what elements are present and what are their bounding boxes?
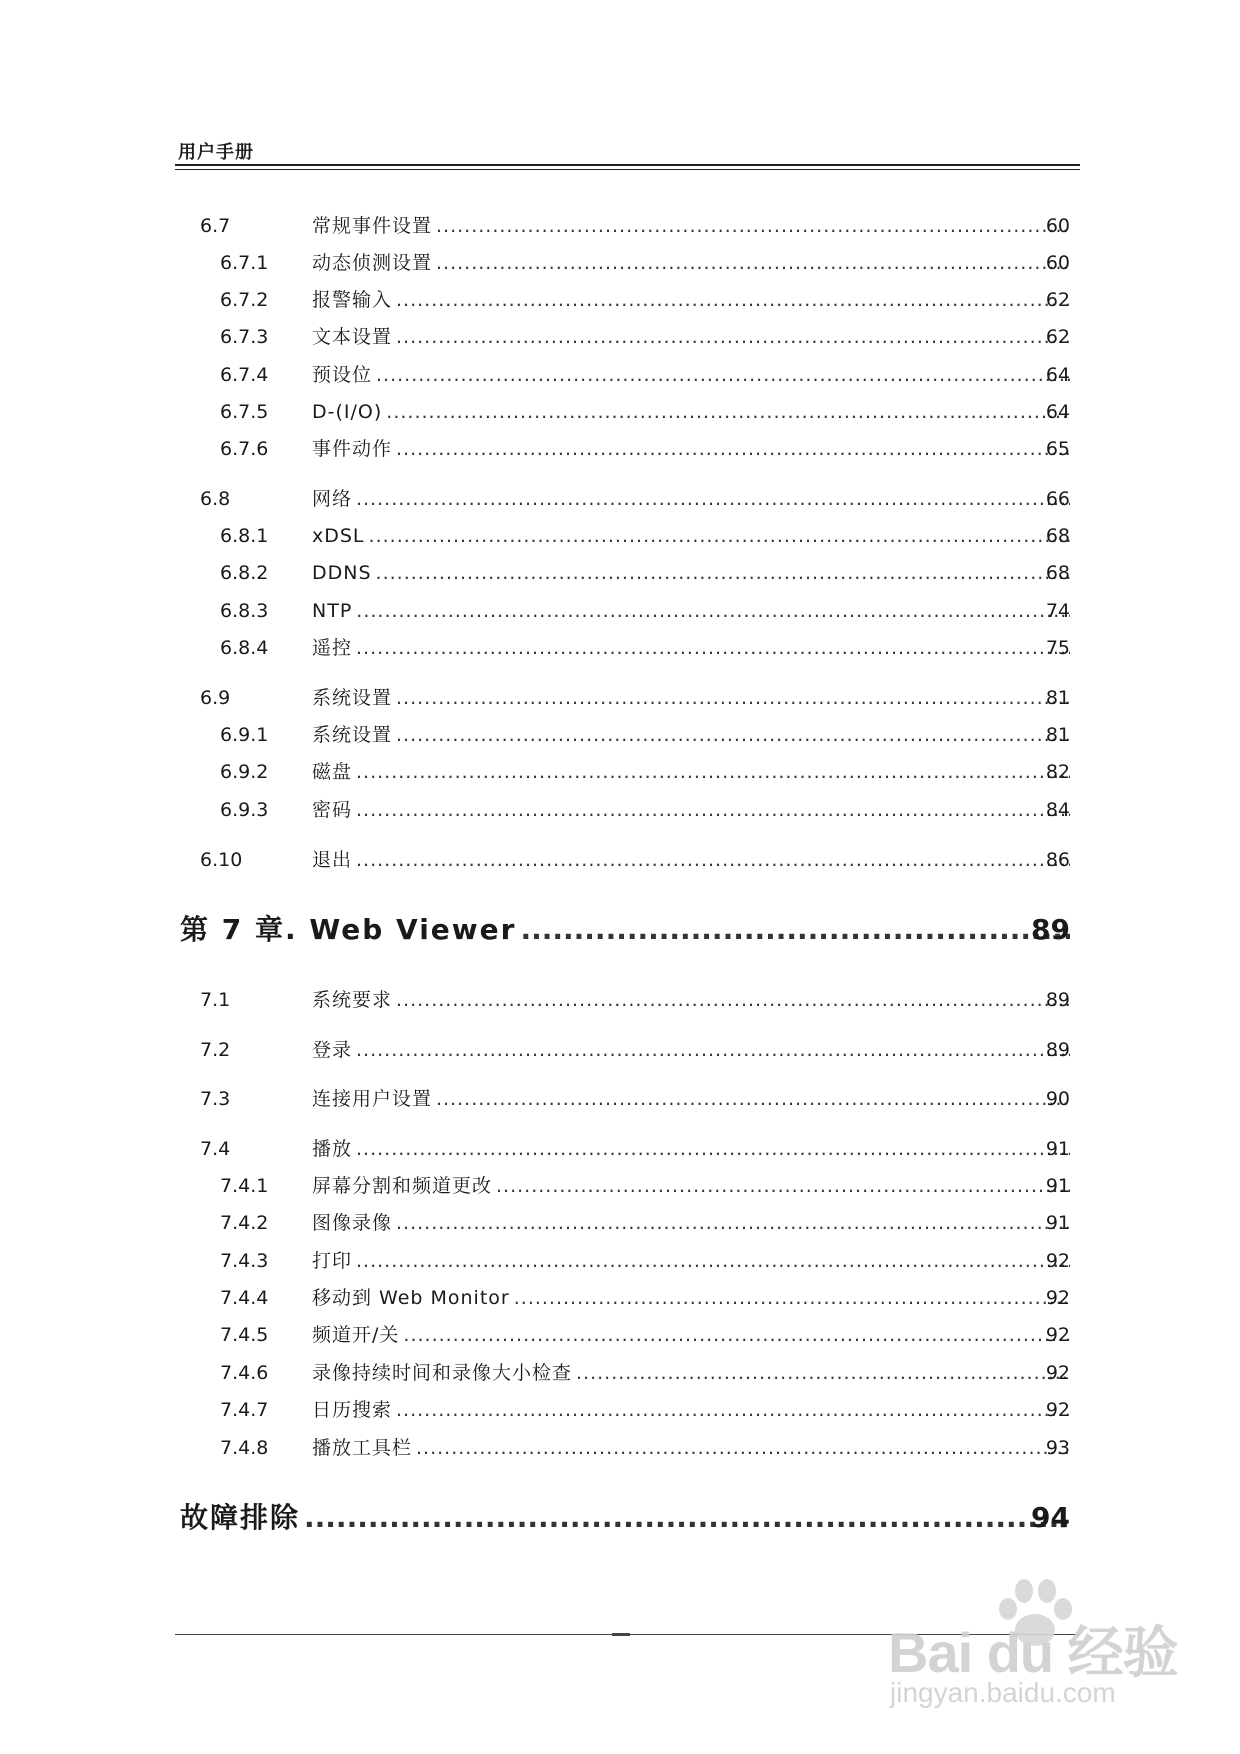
toc-row <box>0 248 1240 278</box>
toc-leader <box>396 720 1070 750</box>
toc-page: 86 <box>1045 849 1070 871</box>
toc-leader <box>496 1171 1070 1201</box>
toc-number: 6.7.2 <box>220 289 269 311</box>
toc-leader <box>376 558 1070 588</box>
toc-leader <box>356 1035 1070 1065</box>
toc-number: 6.8 <box>200 488 231 510</box>
running-header: 用户手册 <box>178 142 254 163</box>
toc-page: 62 <box>1045 289 1070 311</box>
toc-number: 7.4.2 <box>220 1212 269 1234</box>
toc-row <box>0 322 1240 352</box>
toc-page: 60 <box>1045 252 1070 274</box>
toc-row <box>0 397 1240 427</box>
toc-leader <box>356 795 1070 825</box>
toc-page: 89 <box>1031 913 1070 946</box>
toc-row <box>0 1320 1240 1350</box>
toc-title: 系统设置 <box>312 687 393 709</box>
toc-title: 磁盘 <box>312 761 353 783</box>
toc-title: 录像持续时间和录像大小检查 <box>312 1362 573 1384</box>
toc-row <box>0 795 1240 825</box>
toc-page: 92 <box>1045 1250 1070 1272</box>
toc-leader <box>403 1320 1070 1350</box>
toc-page: 81 <box>1045 724 1070 746</box>
toc-title: 移动到 Web Monitor <box>312 1287 510 1309</box>
watermark-logo: Bai du 经验 <box>888 1621 1178 1684</box>
toc-leader <box>356 1134 1070 1164</box>
toc-number: 6.8.1 <box>220 525 269 547</box>
toc-title: xDSL <box>312 525 365 547</box>
toc-page: 92 <box>1045 1399 1070 1421</box>
toc-row <box>0 211 1240 241</box>
toc-title: 登录 <box>312 1039 353 1061</box>
toc-row <box>0 360 1240 390</box>
baidu-watermark <box>880 1575 1180 1715</box>
toc-number: 7.3 <box>200 1088 231 1110</box>
toc-chapter-title: 故障排除 <box>180 1501 301 1534</box>
toc-number: 6.9.2 <box>220 761 269 783</box>
toc-leader <box>396 985 1070 1015</box>
toc-leader <box>369 521 1070 551</box>
toc-title: 播放工具栏 <box>312 1437 413 1459</box>
toc-page: 89 <box>1045 989 1070 1011</box>
toc-title: 报警输入 <box>312 289 393 311</box>
toc-row <box>0 633 1240 663</box>
toc-title: 密码 <box>312 799 353 821</box>
toc-number: 7.4.6 <box>220 1362 269 1384</box>
toc-leader <box>436 1084 1070 1114</box>
toc-page: 92 <box>1045 1287 1070 1309</box>
toc-number: 7.4.4 <box>220 1287 269 1309</box>
toc-row <box>0 1433 1240 1463</box>
toc-leader <box>436 211 1070 241</box>
toc-row <box>0 1134 1240 1164</box>
toc-page: 60 <box>1045 215 1070 237</box>
toc-title: 日历搜索 <box>312 1399 393 1421</box>
toc-number: 6.7 <box>200 215 231 237</box>
toc-title: D-(I/O) <box>312 401 383 423</box>
toc-row <box>0 521 1240 551</box>
toc-page: 90 <box>1045 1088 1070 1110</box>
toc-number: 6.8.2 <box>220 562 269 584</box>
toc-title: 频道开/关 <box>312 1324 400 1346</box>
toc-page: 92 <box>1045 1362 1070 1384</box>
toc-page: 65 <box>1045 438 1070 460</box>
toc-page: 84 <box>1045 799 1070 821</box>
toc-row <box>0 1171 1240 1201</box>
toc-page: 68 <box>1045 562 1070 584</box>
toc-number: 6.7.3 <box>220 326 269 348</box>
toc-chapter-title: 第 7 章. Web Viewer <box>180 913 517 946</box>
toc-row <box>0 683 1240 713</box>
toc-number: 7.4.7 <box>220 1399 269 1421</box>
toc-number: 6.7.5 <box>220 401 269 423</box>
toc-page: 82 <box>1045 761 1070 783</box>
toc-row <box>0 285 1240 315</box>
header-rule <box>175 164 1080 166</box>
toc-title: 遥控 <box>312 637 353 659</box>
toc-page: 81 <box>1045 687 1070 709</box>
toc-leader <box>416 1433 1070 1463</box>
toc-row <box>0 434 1240 464</box>
toc-number: 6.7.4 <box>220 364 269 386</box>
toc-row <box>0 1084 1240 1114</box>
toc-chapter-row <box>0 908 1240 952</box>
toc-page: 92 <box>1045 1324 1070 1346</box>
toc-row <box>0 558 1240 588</box>
toc-page: 64 <box>1045 401 1070 423</box>
toc-chapter-row <box>0 1496 1240 1540</box>
toc-leader <box>356 845 1070 875</box>
toc-leader <box>396 434 1070 464</box>
header-rule-thin <box>175 169 1080 170</box>
toc-leader <box>356 484 1070 514</box>
toc-number: 6.7.1 <box>220 252 269 274</box>
toc-title: 事件动作 <box>312 438 393 460</box>
toc-row <box>0 1035 1240 1065</box>
toc-row <box>0 757 1240 787</box>
toc-number: 7.4.1 <box>220 1175 269 1197</box>
toc-page: 94 <box>1031 1501 1070 1534</box>
toc-number: 6.8.3 <box>220 600 269 622</box>
toc-leader <box>396 1395 1070 1425</box>
toc-title: 图像录像 <box>312 1212 393 1234</box>
toc-number: 7.4.3 <box>220 1250 269 1272</box>
toc-page: 66 <box>1045 488 1070 510</box>
toc-title: 系统设置 <box>312 724 393 746</box>
toc-page: 68 <box>1045 525 1070 547</box>
toc-title: 动态侦测设置 <box>312 252 433 274</box>
footer-mark <box>612 1633 630 1636</box>
toc-title: 连接用户设置 <box>312 1088 433 1110</box>
toc-page: 62 <box>1045 326 1070 348</box>
toc-leader <box>356 1246 1070 1276</box>
toc-leader <box>396 285 1070 315</box>
toc-title: 常规事件设置 <box>312 215 433 237</box>
toc-leader <box>520 908 1070 952</box>
toc-title: 屏幕分割和频道更改 <box>312 1175 493 1197</box>
toc-number: 7.4.8 <box>220 1437 269 1459</box>
toc-row <box>0 1283 1240 1313</box>
toc-title: 退出 <box>312 849 353 871</box>
toc-number: 7.4.5 <box>220 1324 269 1346</box>
toc-title: DDNS <box>312 562 372 584</box>
toc-page: 93 <box>1045 1437 1070 1459</box>
toc-page: 64 <box>1045 364 1070 386</box>
toc-number: 7.1 <box>200 989 231 1011</box>
toc-page: 89 <box>1045 1039 1070 1061</box>
toc-leader <box>386 397 1070 427</box>
toc-leader <box>356 596 1070 626</box>
toc-page: 91 <box>1045 1212 1070 1234</box>
toc-number: 6.10 <box>200 849 243 871</box>
toc-title: 文本设置 <box>312 326 393 348</box>
toc-row <box>0 1358 1240 1388</box>
toc-number: 6.9.3 <box>220 799 269 821</box>
toc-number: 6.8.4 <box>220 637 269 659</box>
toc-leader <box>396 683 1070 713</box>
toc-title: 系统要求 <box>312 989 393 1011</box>
watermark-url: jingyan.baidu.com <box>890 1677 1116 1708</box>
toc-leader <box>436 248 1070 278</box>
toc-number: 6.9.1 <box>220 724 269 746</box>
toc-leader <box>376 360 1070 390</box>
toc-number: 7.4 <box>200 1138 231 1160</box>
toc-title: NTP <box>312 600 353 622</box>
toc-row <box>0 845 1240 875</box>
toc-page: 75 <box>1045 637 1070 659</box>
toc-number: 7.2 <box>200 1039 231 1061</box>
toc-page: 74 <box>1045 600 1070 622</box>
toc-row <box>0 596 1240 626</box>
toc-row <box>0 1208 1240 1238</box>
toc-leader <box>396 322 1070 352</box>
toc-number: 6.9 <box>200 687 231 709</box>
toc-title: 网络 <box>312 488 353 510</box>
toc-row <box>0 720 1240 750</box>
toc-row <box>0 1395 1240 1425</box>
toc-leader <box>576 1358 1070 1388</box>
toc-leader <box>304 1496 1070 1540</box>
toc-title: 预设位 <box>312 364 373 386</box>
toc-leader <box>514 1283 1070 1313</box>
toc-row <box>0 985 1240 1015</box>
toc-leader <box>356 757 1070 787</box>
toc-page: 91 <box>1045 1138 1070 1160</box>
toc-leader <box>356 633 1070 663</box>
toc-row <box>0 484 1240 514</box>
toc-title: 播放 <box>312 1138 353 1160</box>
toc-row <box>0 1246 1240 1276</box>
toc-leader <box>396 1208 1070 1238</box>
toc-page: 91 <box>1045 1175 1070 1197</box>
toc-number: 6.7.6 <box>220 438 269 460</box>
toc-title: 打印 <box>312 1250 353 1272</box>
